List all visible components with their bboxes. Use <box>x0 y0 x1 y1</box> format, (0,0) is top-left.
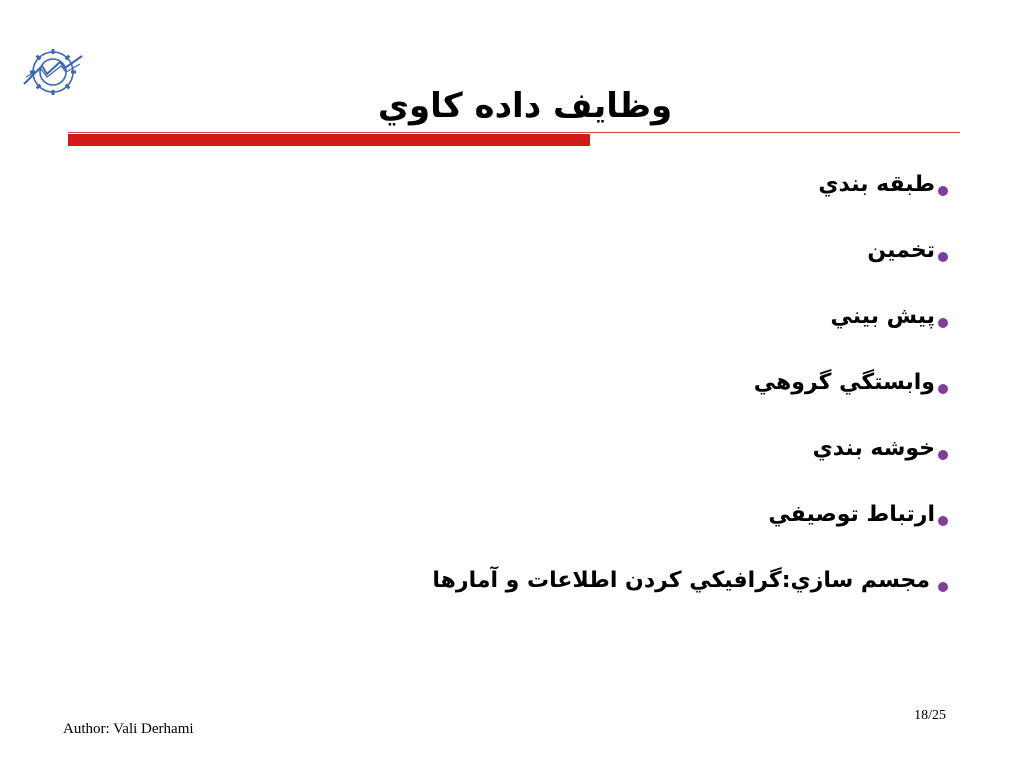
bullet-item <box>248 429 948 495</box>
bullet-dot-icon <box>938 318 948 328</box>
bullet-text: پيش بيني <box>830 304 935 329</box>
title-accent-bar <box>68 134 590 146</box>
bullet-item <box>248 297 948 363</box>
bullet-dot-icon <box>938 186 948 196</box>
bullet-item <box>248 231 948 297</box>
footer-author: Author: Vali Derhami <box>63 721 194 737</box>
bullet-dot-icon <box>938 582 948 592</box>
university-logo-icon <box>20 44 86 100</box>
bullet-item <box>248 165 948 231</box>
slide-title: وظايف داده كاوي <box>377 86 673 126</box>
bullet-text: وابستگي گروهي <box>753 370 935 395</box>
bullet-dot-icon <box>938 450 948 460</box>
bullet-item <box>248 363 948 429</box>
bullet-text: تخمين <box>867 238 935 263</box>
title-divider-line <box>68 132 960 133</box>
bullet-text: خوشه بندي <box>812 436 935 461</box>
page-number: 18/25 <box>914 708 946 723</box>
bullet-text: مجسم سازي:گرافيكي كردن اطلاعات و آمارها <box>432 568 930 593</box>
bullet-dot-icon <box>938 252 948 262</box>
bullet-text: طبقه بندي <box>818 172 935 197</box>
bullet-item <box>248 561 948 627</box>
bullet-dot-icon <box>938 384 948 394</box>
bullet-text: ارتباط توصيفي <box>768 502 935 527</box>
bullet-list <box>248 165 948 627</box>
bullet-dot-icon <box>938 516 948 526</box>
bullet-item <box>248 495 948 561</box>
